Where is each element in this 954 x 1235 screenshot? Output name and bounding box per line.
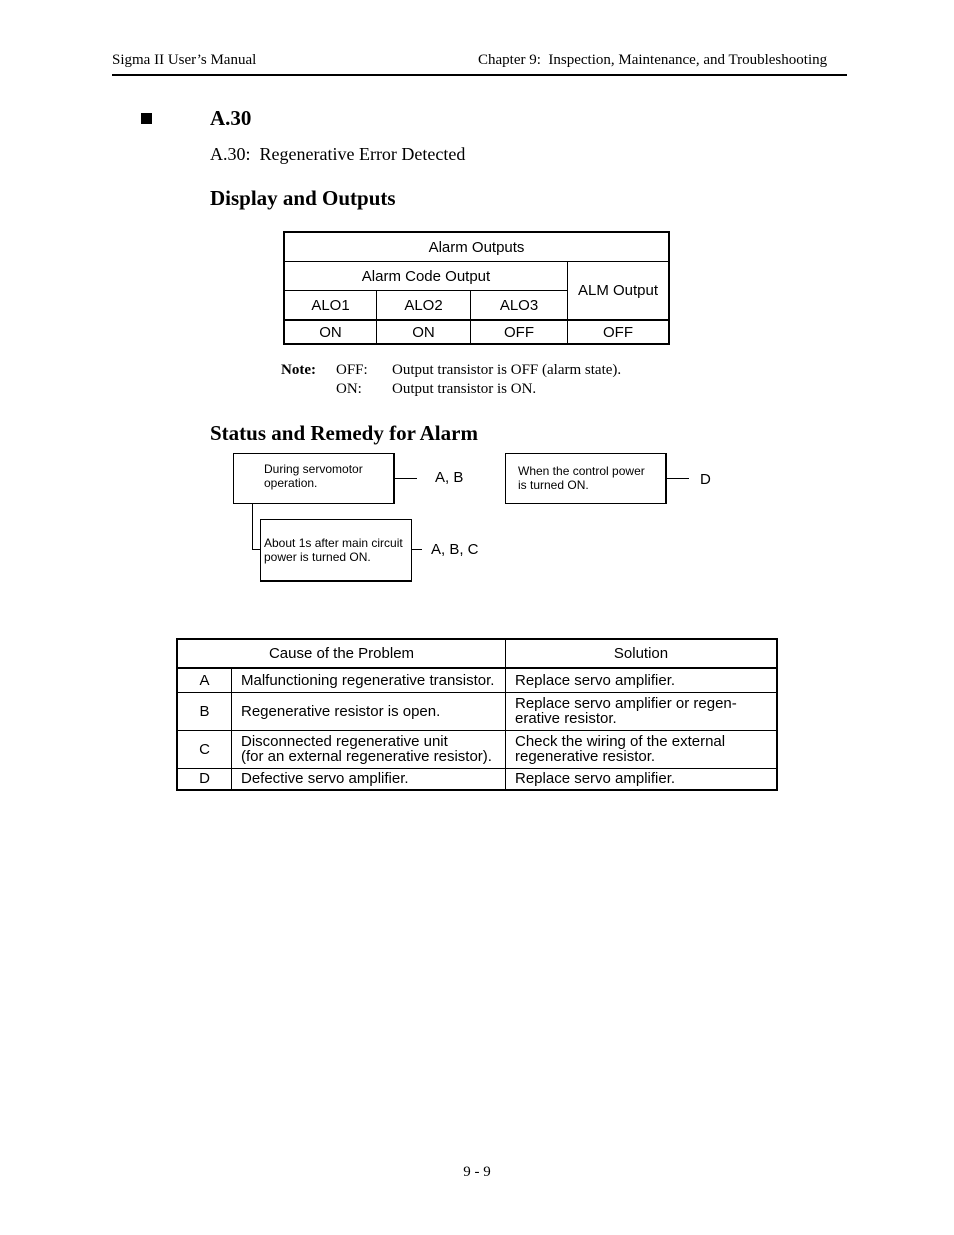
- running-header-right: Chapter 9: Inspection, Maintenance, and Troubleshooting: [478, 52, 828, 68]
- row-solution: Replace servo amplifier.: [506, 768, 778, 790]
- status-box-3-line2: is turned ON.: [518, 478, 589, 492]
- row-cause-line1: Disconnected regenerative unit: [241, 733, 448, 750]
- row-id: C: [177, 730, 232, 768]
- box-3-connector: [667, 478, 689, 479]
- alm-value: OFF: [568, 320, 670, 344]
- square-bullet-icon: [141, 113, 152, 124]
- alo1-value: ON: [284, 320, 377, 344]
- tree-line-branch: [252, 549, 260, 550]
- row-id: B: [177, 692, 232, 730]
- alo3-value: OFF: [471, 320, 568, 344]
- page-number: 9 - 9: [463, 1164, 491, 1180]
- row-id: A: [177, 668, 232, 692]
- alarm-outputs-header: Alarm Outputs: [284, 232, 669, 262]
- cause-solution-table: [176, 638, 778, 791]
- status-remedy-heading: Status and Remedy for Alarm: [210, 421, 478, 445]
- tree-line: [252, 504, 253, 550]
- alarm-code-output-header: Alarm Code Output: [284, 262, 568, 291]
- row-id: D: [177, 768, 232, 790]
- table-row: [177, 768, 777, 790]
- table-row: [177, 730, 777, 768]
- status-box-1-causes: A, B: [435, 469, 464, 486]
- status-box-1-line1: During servomotor: [264, 462, 363, 476]
- row-solution-line1: Check the wiring of the external: [515, 733, 726, 750]
- table-row: [177, 692, 777, 730]
- box-2-shadow: [260, 580, 412, 582]
- note-label: Note:: [281, 362, 316, 378]
- note-off-text: Output transistor is OFF (alarm state).: [392, 362, 622, 378]
- row-cause: Regenerative resistor is open.: [232, 692, 506, 730]
- row-cause-line2: (for an external regenerative resistor).: [241, 748, 492, 765]
- running-header-left: Sigma II User’s Manual: [112, 52, 257, 68]
- alarm-outputs-table: [283, 231, 670, 345]
- solution-header: Solution: [506, 639, 778, 668]
- status-box-3-causes: D: [700, 471, 711, 488]
- section-title: A.30: [210, 106, 252, 130]
- status-box-2-line2: power is turned ON.: [264, 550, 371, 564]
- alo1-header: ALO1: [284, 291, 377, 321]
- box-1-connector: [395, 478, 417, 479]
- table-row: [177, 668, 777, 692]
- cause-header: Cause of the Problem: [177, 639, 506, 668]
- note-off-key: OFF:: [336, 362, 368, 378]
- alo2-value: ON: [377, 320, 471, 344]
- status-box-control-power: [505, 453, 667, 504]
- row-solution: [506, 730, 778, 768]
- row-solution-line2: regenerative resistor.: [515, 748, 656, 765]
- status-box-servomotor-operation: [233, 453, 395, 504]
- header-rule: [112, 74, 847, 76]
- row-solution-line2: erative resistor.: [515, 710, 617, 727]
- row-solution: Replace servo amplifier.: [506, 668, 778, 692]
- row-cause: Malfunctioning regenerative transistor.: [232, 668, 506, 692]
- note-on-text: Output transistor is ON.: [392, 381, 537, 397]
- row-solution-line1: Replace servo amplifier or regen-: [515, 695, 737, 712]
- alo2-header: ALO2: [377, 291, 471, 321]
- alm-output-header: ALM Output: [568, 262, 670, 321]
- status-box-3-line1: When the control power: [518, 464, 645, 478]
- status-box-main-circuit-power: [260, 519, 412, 582]
- row-cause: Defective servo amplifier.: [232, 768, 506, 790]
- section-subtitle: A.30: Regenerative Error Detected: [210, 144, 466, 164]
- status-box-2-line1: About 1s after main circuit: [264, 536, 403, 550]
- row-cause: [232, 730, 506, 768]
- status-box-1-line2: operation.: [264, 476, 318, 490]
- row-solution: [506, 692, 778, 730]
- alo3-header: ALO3: [471, 291, 568, 321]
- box-2-connector: [412, 549, 422, 550]
- status-box-2-causes: A, B, C: [431, 541, 479, 558]
- display-outputs-heading: Display and Outputs: [210, 186, 396, 210]
- note-on-key: ON:: [336, 381, 362, 397]
